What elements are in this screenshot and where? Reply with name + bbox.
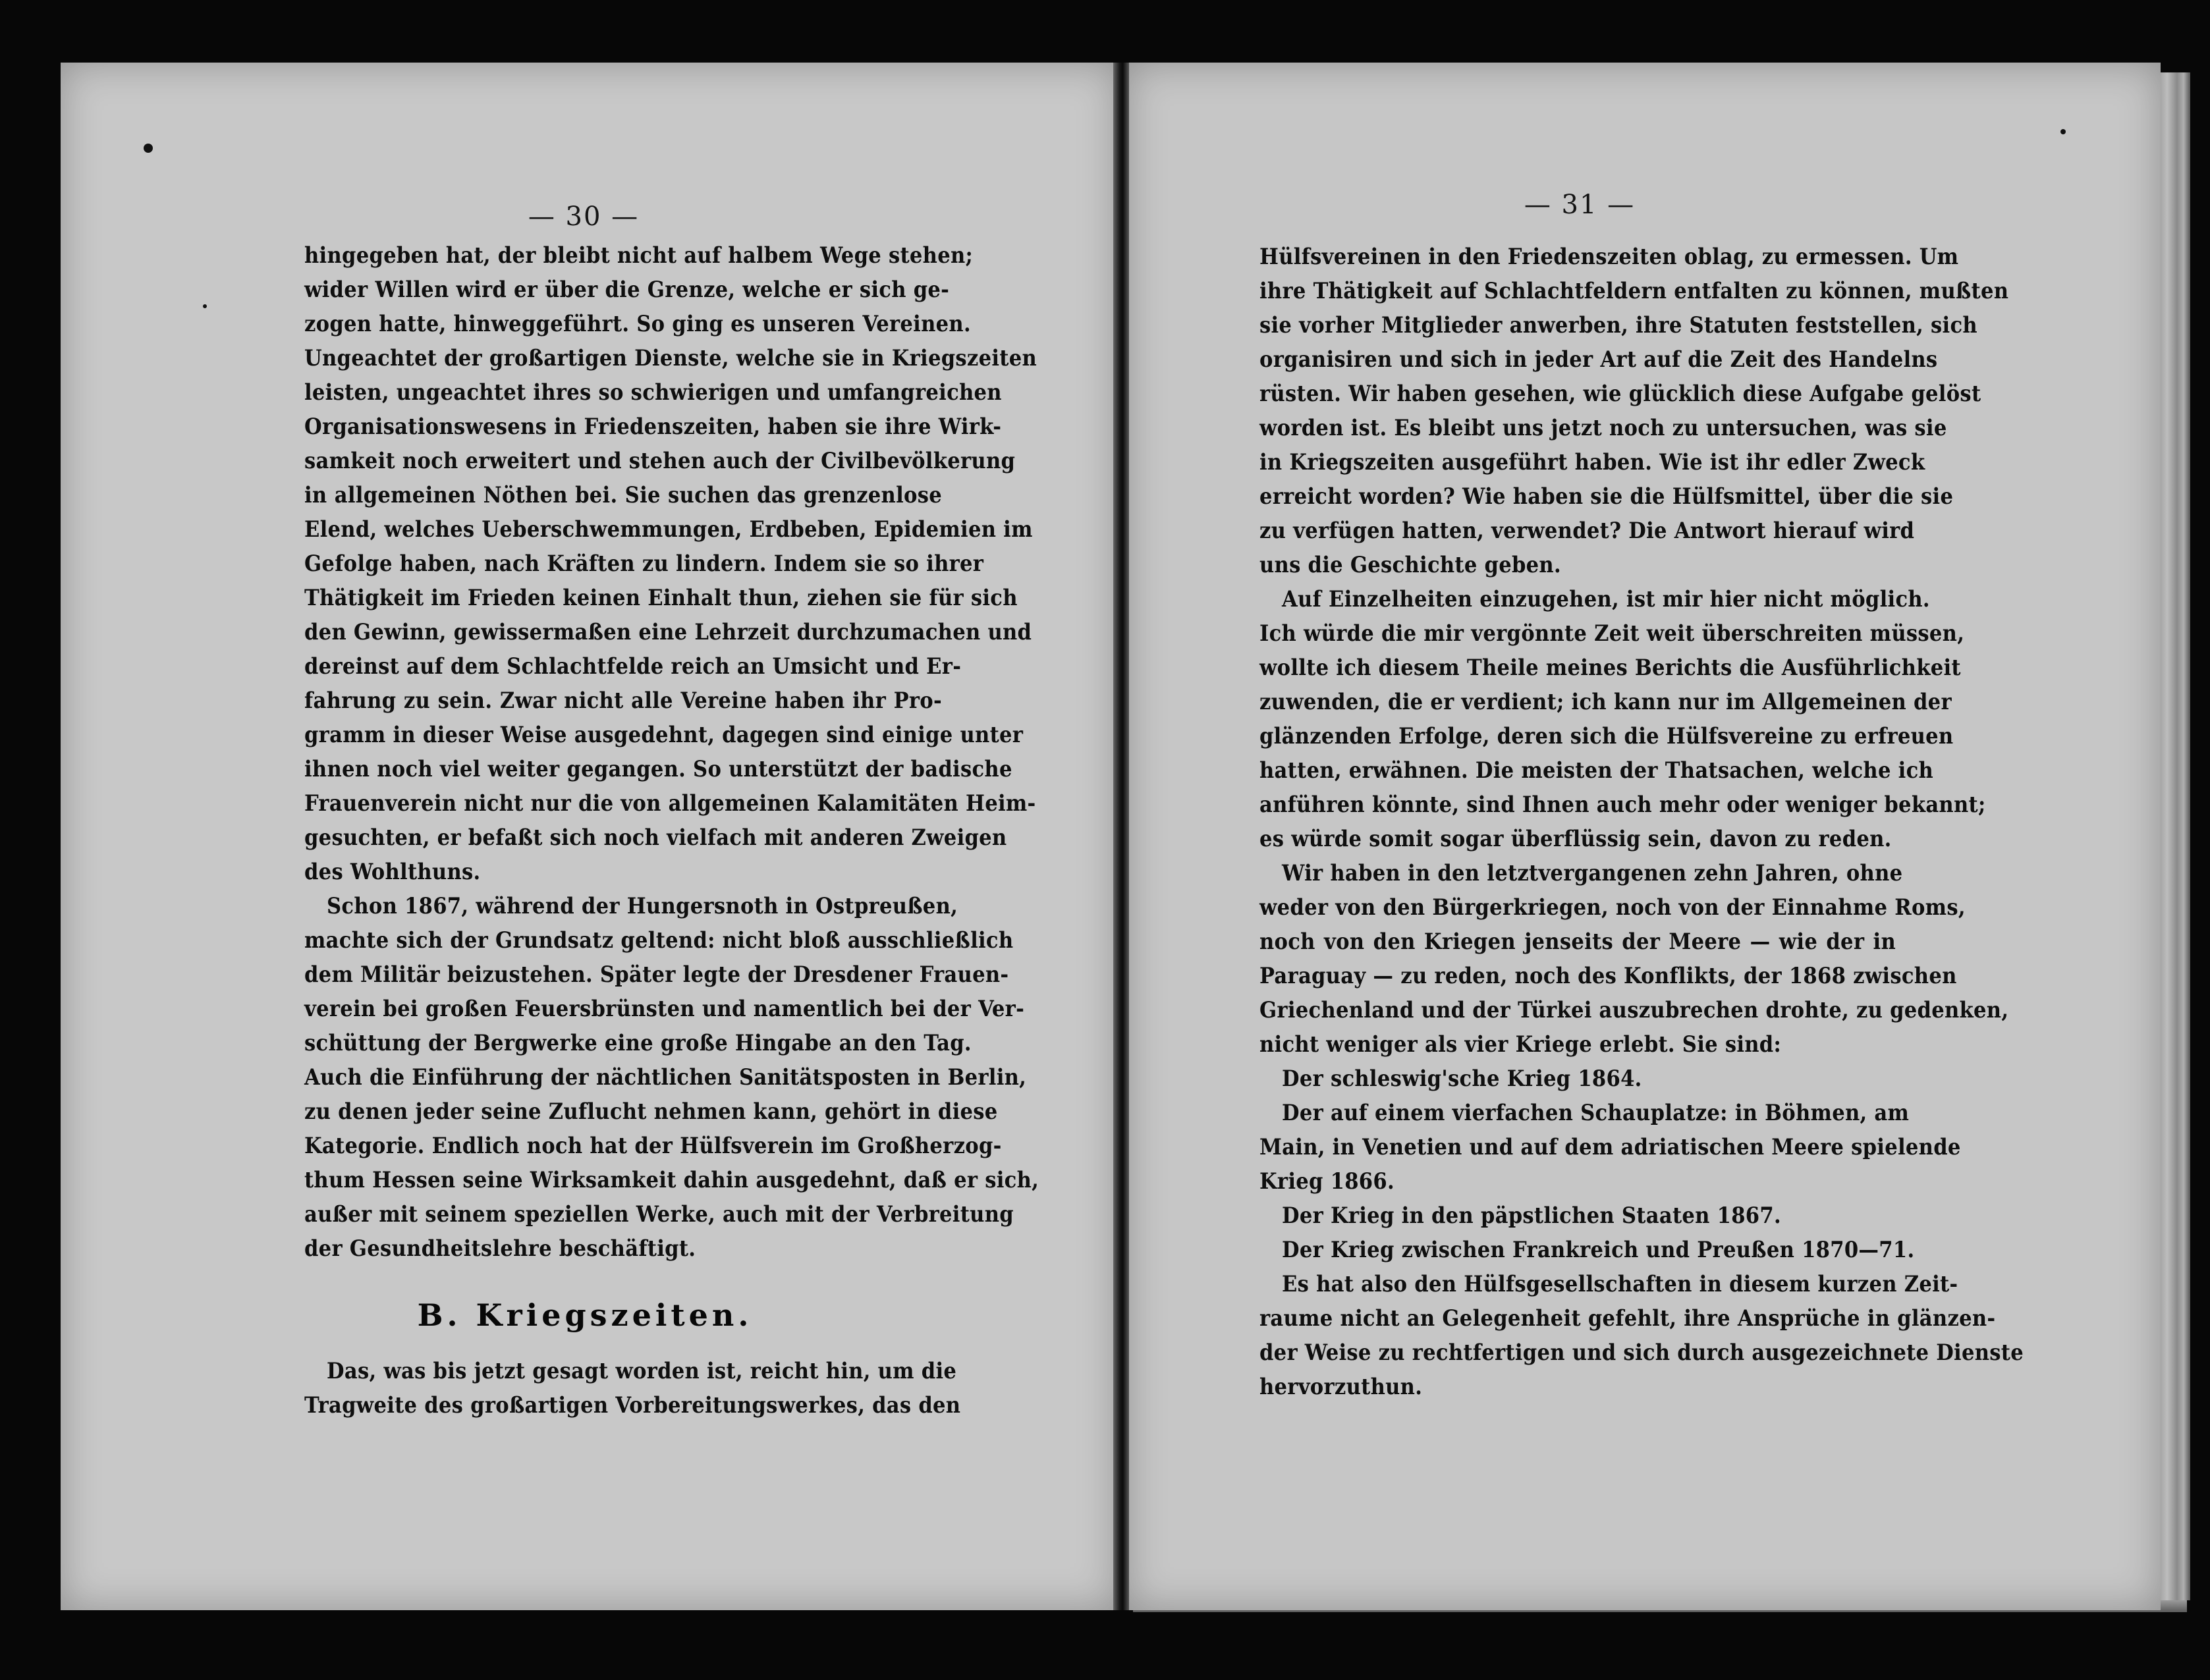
text-line: wollte ich diesem Theile meines Berichts die Ausführlichkeit: [1259, 655, 1961, 681]
page-edges: [2157, 72, 2190, 1600]
text-line: zuwenden, die er verdient; ich kann nur im Allgemeinen der: [1259, 689, 1952, 715]
text-line: zu denen jeder seine Zuflucht nehmen kann, gehört in diese: [304, 1098, 998, 1125]
text-line: zogen hatte, hinweggeführt. So ging es unseren Vereinen.: [304, 311, 971, 337]
text-line: nicht weniger als vier Kriege erlebt. Sie sind:: [1259, 1031, 1782, 1058]
text-line: hervorzuthun.: [1259, 1374, 1423, 1400]
text-line: des Wohlthuns.: [304, 859, 481, 885]
text-line: schüttung der Bergwerke eine große Hingabe an den Tag.: [304, 1030, 972, 1056]
text-line: gramm in dieser Weise ausgedehnt, dagegen sind einige unter: [304, 722, 1024, 748]
left-page-body-continued: [304, 1354, 961, 1423]
right-page-body: [1259, 240, 2024, 1404]
text-line: hingegeben hat, der bleibt nicht auf halbem Wege stehen;: [304, 242, 974, 269]
text-line: Ich würde die mir vergönnte Zeit weit überschreiten müssen,: [1259, 620, 1965, 647]
text-line: dereinst auf dem Schlachtfelde reich an Umsicht und Er-: [304, 653, 962, 680]
text-line: Der auf einem vierfachen Schauplatze: in Böhmen, am: [1282, 1100, 1910, 1126]
text-line: organisiren und sich in jeder Art auf die Zeit des Handelns: [1259, 346, 1938, 373]
text-line: Griechenland und der Türkei auszubrechen drohte, zu gedenken,: [1259, 997, 2009, 1023]
text-line: Hülfsvereinen in den Friedenszeiten oblag, zu ermessen. Um: [1259, 244, 1959, 270]
text-line: ihnen noch viel weiter gegangen. So unterstützt der badische: [304, 756, 1012, 782]
text-line: Auf Einzelheiten einzugehen, ist mir hier nicht möglich.: [1282, 586, 1930, 612]
text-line: wider Willen wird er über die Grenze, welche er sich ge-: [304, 277, 950, 303]
text-line: uns die Geschichte geben.: [1259, 552, 1561, 578]
text-line: verein bei großen Feuersbrünsten und namentlich bei der Ver-: [304, 996, 1025, 1022]
text-line: worden ist. Es bleibt uns jetzt noch zu untersuchen, was sie: [1259, 415, 1947, 441]
text-line: Paraguay — zu reden, noch des Konflikts, der 1868 zwischen: [1259, 963, 1957, 989]
text-line: Elend, welches Ueberschwemmungen, Erdbeben, Epidemien im: [304, 516, 1033, 543]
text-line: Kategorie. Endlich noch hat der Hülfsverein im Großherzog-: [304, 1133, 1002, 1159]
text-line: machte sich der Grundsatz geltend: nicht bloß ausschließlich: [304, 927, 1014, 954]
text-line: Krieg 1866.: [1259, 1168, 1395, 1195]
text-line: Der schleswig'sche Krieg 1864.: [1282, 1066, 1642, 1092]
text-line: dem Militär beizustehen. Später legte der Dresdener Frauen-: [304, 962, 1009, 988]
text-line: Tragweite des großartigen Vorbereitungswerkes, das den: [304, 1392, 961, 1419]
page-number-right: — 31 —: [1524, 190, 1636, 220]
text-line: Wir haben in den letztvergangenen zehn Jahren, ohne: [1282, 860, 1903, 886]
text-line: Organisationswesens in Friedenszeiten, haben sie ihre Wirk-: [304, 414, 1002, 440]
text-line: Das, was bis jetzt gesagt worden ist, reicht hin, um die: [327, 1358, 957, 1384]
text-line: sie vorher Mitglieder anwerben, ihre Statuten feststellen, sich: [1259, 312, 1977, 339]
text-line: ihre Thätigkeit auf Schlachtfeldern entfalten zu können, mußten: [1259, 278, 2009, 304]
ink-speck: [203, 304, 207, 308]
text-line: in allgemeinen Nöthen bei. Sie suchen das grenzenlose: [304, 482, 942, 508]
text-line: erreicht worden? Wie haben sie die Hülfsmittel, über die sie: [1259, 483, 1954, 510]
text-line: der Weise zu rechtfertigen und sich durch ausgezeichnete Dienste: [1259, 1340, 2024, 1366]
text-line: zu verfügen hatten, verwendet? Die Antwort hierauf wird: [1259, 518, 1915, 544]
text-line: Main, in Venetien und auf dem adriatischen Meere spielende: [1259, 1134, 1961, 1160]
text-line: leisten, ungeachtet ihres so schwierigen und umfangreichen: [304, 379, 1002, 406]
text-line: Gefolge haben, nach Kräften zu lindern. Indem sie so ihrer: [304, 551, 984, 577]
section-heading: B. Kriegszeiten.: [417, 1297, 753, 1333]
ink-speck: [2060, 129, 2066, 134]
text-line: den Gewinn, gewissermaßen eine Lehrzeit durchzumachen und: [304, 619, 1032, 645]
text-line: glänzenden Erfolge, deren sich die Hülfsvereine zu erfreuen: [1259, 723, 1954, 749]
text-line: noch von den Kriegen jenseits der Meere — wie der in: [1259, 929, 1896, 955]
text-line: thum Hessen seine Wirksamkeit dahin ausgedehnt, daß er sich,: [304, 1167, 1039, 1193]
text-line: außer mit seinem speziellen Werke, auch mit der Verbreitung: [304, 1201, 1014, 1228]
text-line: Der Krieg in den päpstlichen Staaten 1867.: [1282, 1203, 1781, 1229]
ink-speck: [144, 144, 153, 153]
text-line: der Gesundheitslehre beschäftigt.: [304, 1235, 696, 1262]
text-line: gesuchten, er befaßt sich noch vielfach mit anderen Zweigen: [304, 825, 1007, 851]
page-number-left: — 30 —: [528, 202, 640, 232]
text-line: weder von den Bürgerkriegen, noch von der Einnahme Roms,: [1259, 894, 1966, 921]
text-line: Thätigkeit im Frieden keinen Einhalt thun, ziehen sie für sich: [304, 585, 1018, 611]
text-line: Ungeachtet der großartigen Dienste, welche sie in Kriegszeiten: [304, 345, 1037, 371]
text-line: hatten, erwähnen. Die meisten der Thatsachen, welche ich: [1259, 757, 1934, 784]
text-line: raume nicht an Gelegenheit gefehlt, ihre Ansprüche in glänzen-: [1259, 1305, 1996, 1332]
text-line: in Kriegszeiten ausgeführt haben. Wie ist ihr edler Zweck: [1259, 449, 1925, 475]
text-line: Frauenverein nicht nur die von allgemeinen Kalamitäten Heim-: [304, 790, 1036, 817]
text-line: Schon 1867, während der Hungersnoth in Ostpreußen,: [327, 893, 958, 919]
text-line: rüsten. Wir haben gesehen, wie glücklich diese Aufgabe gelöst: [1259, 381, 1981, 407]
text-line: Auch die Einführung der nächtlichen Sanitätsposten in Berlin,: [304, 1064, 1027, 1091]
text-line: samkeit noch erweitert und stehen auch der Civilbevölkerung: [304, 448, 1016, 474]
book-spine: [1113, 63, 1129, 1610]
text-line: Der Krieg zwischen Frankreich und Preußen 1870—71.: [1282, 1237, 1915, 1263]
left-page-body: [304, 238, 1039, 1266]
text-line: Es hat also den Hülfsgesellschaften in diesem kurzen Zeit-: [1282, 1271, 1958, 1297]
text-line: anführen könnte, sind Ihnen auch mehr oder weniger bekannt;: [1259, 792, 1986, 818]
text-line: fahrung zu sein. Zwar nicht alle Vereine haben ihr Pro-: [304, 688, 942, 714]
text-line: es würde somit sogar überflüssig sein, davon zu reden.: [1259, 826, 1892, 852]
